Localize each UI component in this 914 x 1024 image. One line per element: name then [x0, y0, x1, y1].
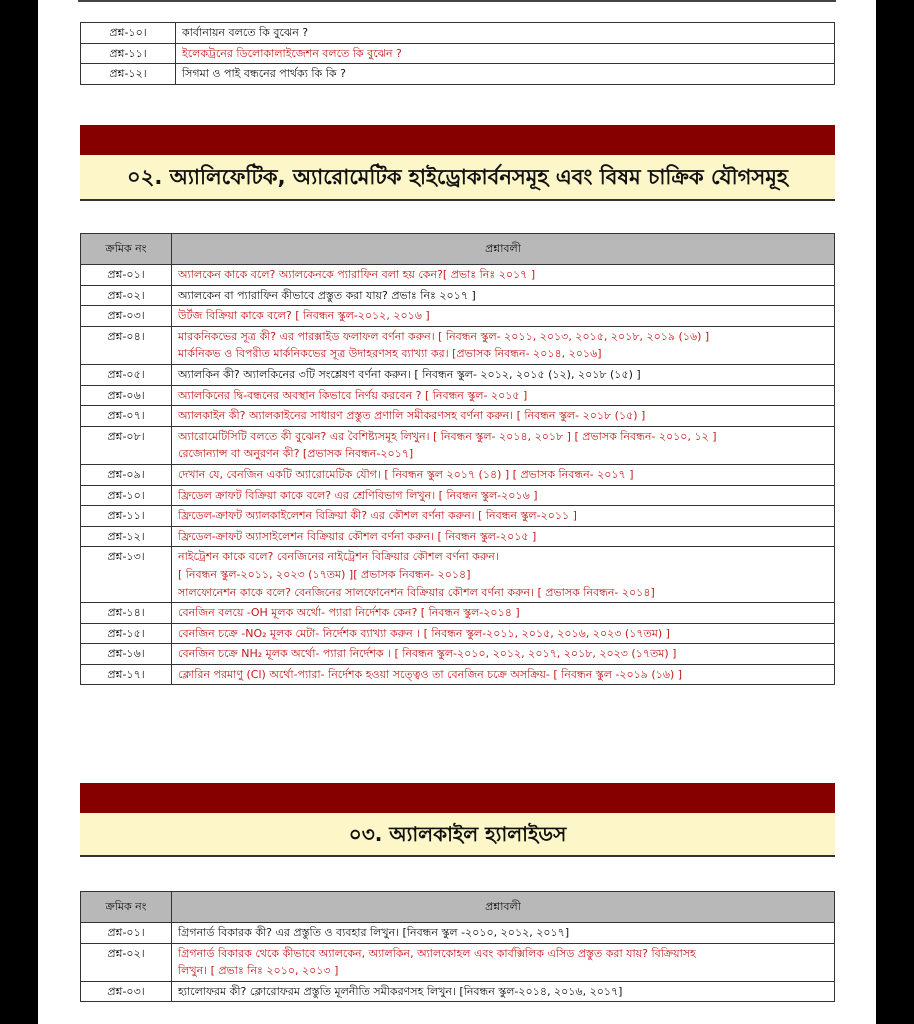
table-row	[81, 406, 835, 427]
table-row	[81, 385, 835, 406]
question-number: প্রশ্ন-০৬।	[81, 385, 172, 406]
table-row	[81, 43, 835, 64]
question-number: প্রশ্ন-১০।	[81, 485, 172, 506]
question-line: হ্যালোফরম কী? ক্লোরোফরম প্রস্তুতি মূলনীতি সমীকরণসহ লিখুন। [নিবন্ধন স্কুল-২০১৪, ২০১৬, ২০১৭]	[178, 984, 623, 998]
section-title: ০৩. অ্যালকাইল হ্যালাইডস	[80, 813, 835, 857]
table-row	[81, 23, 835, 44]
question-line: অ্যালকিন কী? অ্যালকিনের ৩টি সংশ্লেষণ বর্ণনা করুন। [ নিবন্ধন স্কুল- ২০১২, ২০১৫ (১২), ২০১৮ (১৫) ]	[178, 367, 641, 381]
question-line: বেনজিন চক্রে NH₂ মূলক অর্থো- প্যারা নির্দেশক । [ নিবন্ধন স্কুল-২০১০, ২০১২, ২০১৭, ২০১৮, ২০২৩ (১৭তম) ]	[178, 647, 677, 661]
question-line: অ্যালকেন কাকে বলে? অ্যালকেনকে প্যারাফিন বলা হয় কেন?[ প্রভাঃ নিঃ ২০১৭ ]	[178, 268, 536, 281]
question-text	[172, 326, 835, 364]
question-number: প্রশ্ন-১০।	[81, 23, 176, 44]
question-number: প্রশ্ন-০৯।	[81, 464, 172, 485]
question-number: প্রশ্ন-০৮।	[81, 426, 172, 464]
banner-bar	[80, 783, 835, 813]
question-text	[172, 526, 835, 547]
table-row	[81, 623, 835, 644]
question-text	[172, 603, 835, 624]
question-number: প্রশ্ন-১১।	[81, 43, 176, 64]
document-page	[38, 0, 876, 1024]
question-number: প্রশ্ন-১২।	[81, 526, 172, 547]
table-row	[81, 923, 835, 944]
question-text	[172, 623, 835, 644]
table-row	[81, 644, 835, 665]
question-text	[172, 664, 835, 685]
column-header-serial: ক্রমিক নং	[81, 892, 172, 923]
question-number: প্রশ্ন-০৫।	[81, 364, 172, 385]
questions-table-section-1	[80, 22, 835, 85]
column-header-questions: প্রশ্নাবলী	[172, 892, 835, 923]
question-line: মার্কনিকভ ও বিপরীত মার্কনিকভের সূত্র উদাহরণসহ ব্যাখ্যা কর। [প্রভাসক নিবন্ধন- ২০১৪, ২০১৬]	[178, 347, 602, 361]
question-line: অ্যারোমেটিসিটি বলতে কী বুঝেন? এর বৈশিষ্ট্যসমূহ লিখুন। [ নিবন্ধন স্কুল- ২০১৪, ২০১৮ ] [ প্রভাসক নিবন্ধন- ২০১০, ১২ ]	[178, 429, 717, 443]
table-row	[81, 326, 835, 364]
question-line: অ্যালকেন বা প্যারাফিন কীভাবে প্রস্তুত করা যায়? প্রভাঃ নিঃ ২০১৭ ]	[178, 288, 476, 302]
question-line: গ্রিগনার্ড বিকারক থেকে কীভাবে অ্যালকেন, অ্যালকিন, অ্যালকোহল এবং কার্বক্সিলিক এসিড প্রস্তুত করা যায়? বিক্রিয়াসহ	[178, 946, 696, 960]
table-row	[81, 265, 835, 286]
question-text	[176, 43, 835, 64]
question-number: প্রশ্ন-০৩।	[81, 306, 172, 327]
question-line: উর্টজ বিক্রিয়া কাকে বলে? [ নিবন্ধন স্কুল-২০১২, ২০১৬ ]	[178, 309, 430, 323]
question-text	[172, 265, 835, 286]
table-row	[81, 364, 835, 385]
question-line: দেখান যে, বেনজিন একটি অ্যারোমেটিক যৌগ। [ নিবন্ধন স্কুল ২০১৭ (১৪) ] [ প্রভাসক নিবন্ধন- ২০১৭ ]	[178, 467, 634, 481]
question-line: সিগমা ও পাই বন্ধনের পার্থক্য কি কি ?	[182, 67, 346, 81]
question-line: মারকনিকভের সূত্র কী? এর পারক্সাইড ফলাফল বর্ণনা করুন। [ নিবন্ধন স্কুল- ২০১১, ২০১৩, ২০১৫, ২০১৮, ২০১৯ (১৬) ]	[178, 329, 710, 343]
top-rule	[78, 0, 836, 2]
table-row	[81, 943, 835, 981]
question-line: অ্যালকিনের দ্বি-বন্ধনের অবস্থান কিভাবে নির্ণয় করবেন ? [ নিবন্ধন স্কুল- ২০১৫ ]	[178, 388, 528, 402]
banner-bar	[80, 125, 835, 155]
question-line: ইলেকট্রনের ডিলোকালাইজেশন বলতে কি বুঝেন ?	[182, 46, 402, 60]
question-text	[176, 64, 835, 85]
question-number: প্রশ্ন-১২।	[81, 64, 176, 85]
table-row	[81, 603, 835, 624]
question-text	[172, 547, 835, 603]
question-text	[172, 285, 835, 306]
table-row	[81, 306, 835, 327]
question-text	[172, 306, 835, 327]
question-text	[172, 923, 835, 944]
question-text	[172, 406, 835, 427]
question-line: অ্যালকাইন কী? অ্যালকাইনের সাধারণ প্রস্তুত প্রণালি সমীকরণসহ বর্ণনা করুন। [ নিবন্ধন স্কুল- ২০১৮ (১৫) ]	[178, 409, 646, 423]
question-line: রেজোন্যান্স বা অনুরণন কী? [প্রভাসক নিবন্ধন-২০১৭]	[178, 447, 414, 461]
question-text	[172, 464, 835, 485]
table-row	[81, 664, 835, 685]
question-line: ফ্রিডেল-ক্রাফট অ্যালকাইলেশন বিক্রিয়া কী? এর কৌশল বর্ণনা করুন। [ নিবন্ধন স্কুল-২০১১ ]	[178, 509, 577, 523]
question-number: প্রশ্ন-০৩।	[81, 981, 172, 1002]
question-number: প্রশ্ন-১৬।	[81, 644, 172, 665]
question-line: কার্বানায়ন বলতে কি বুঝেন ?	[182, 26, 309, 39]
question-text	[172, 385, 835, 406]
question-number: প্রশ্ন-১৪।	[81, 603, 172, 624]
questions-table-section-3	[80, 891, 835, 1002]
table-row	[81, 526, 835, 547]
table-row	[81, 506, 835, 527]
question-text	[172, 364, 835, 385]
question-text	[172, 981, 835, 1002]
table-row	[81, 464, 835, 485]
question-text	[172, 644, 835, 665]
question-line: সালফোনেশন কাকে বলে? বেনজিনের সালফোনেশন বিক্রিয়ার কৌশল বর্ণনা করুন। [ প্রভাসক নিবন্ধন- ২০১৪]	[178, 585, 655, 599]
question-number: প্রশ্ন-০২।	[81, 285, 172, 306]
question-text	[172, 485, 835, 506]
question-number: প্রশ্ন-১৫।	[81, 623, 172, 644]
question-text	[172, 943, 835, 981]
question-line: ক্লোরিন পরমাণু (Cl) অর্থো-প্যারা- নির্দেশক হওয়া সত্ত্বেও তা বেনজিন চক্রে অসক্রিয়- [ নিবন্ধন স্কুল -২০১৯ (১৬) ]	[178, 667, 683, 681]
table-row	[81, 285, 835, 306]
question-number: প্রশ্ন-০৭।	[81, 406, 172, 427]
table-row	[81, 426, 835, 464]
question-number: প্রশ্ন-০১।	[81, 923, 172, 944]
section-title: ০২. অ্যালিফেটিক, অ্যারোমেটিক হাইড্রোকার্বনসমূহ এবং বিষম চাক্রিক যৌগসমূহ	[80, 155, 835, 201]
question-line: ফ্রিডেল-ক্রাফট অ্যাসাইলেশন বিক্রিয়ার কৌশল বর্ণনা করুন। [ নিবন্ধন স্কুল-২০১৫ ]	[178, 529, 537, 543]
question-number: প্রশ্ন-০২।	[81, 943, 172, 981]
question-number: প্রশ্ন-০১।	[81, 265, 172, 286]
section-banner-2	[80, 125, 835, 201]
table-row	[81, 485, 835, 506]
column-header-serial: ক্রমিক নং	[81, 234, 172, 265]
question-text	[176, 23, 835, 44]
question-number: প্রশ্ন-১১।	[81, 506, 172, 527]
question-line: [ নিবন্ধন স্কুল-২০১১, ২০২৩ (১৭তম) ][ প্রভাসক নিবন্ধন- ২০১৪]	[178, 567, 471, 581]
column-header-questions: প্রশ্নাবলী	[172, 234, 835, 265]
table-row	[81, 64, 835, 85]
question-line: ফ্রিডেল ক্রাফট বিক্রিয়া কাকে বলে? এর শ্রেণিবিভাগ লিখুন। [ নিবন্ধন স্কুল-২০১৬ ]	[178, 488, 538, 502]
question-number: প্রশ্ন-১৭।	[81, 664, 172, 685]
section-banner-3	[80, 783, 835, 857]
question-line: বেনজিন চক্রে -NO₂ মূলক মেটা- নির্দেশক ব্যাখ্যা করুন । [ নিবন্ধন স্কুল-২০১১, ২০১৫, ২০১৬, ২০২৩ (১৭তম) ]	[178, 626, 670, 640]
question-number: প্রশ্ন-০৪।	[81, 326, 172, 364]
questions-table-section-2	[80, 233, 835, 685]
question-text	[172, 506, 835, 527]
table-row	[81, 981, 835, 1002]
question-line: লিখুন। [ প্রভাঃ নিঃ ২০১০, ২০১৩ ]	[178, 964, 339, 978]
question-line: বেনজিন বলয়ে -OH মূলক অর্থো- প্যারা নির্দেশক কেন? [ নিবন্ধন স্কুল-২০১৪ ]	[178, 606, 520, 620]
question-text	[172, 426, 835, 464]
question-line: গ্রিগনার্ড বিকারক কী? এর প্রস্তুতি ও ব্যবহার লিখুন। [নিবন্ধন স্কুল -২০১০, ২০১২, ২০১৭]	[178, 926, 570, 939]
question-number: প্রশ্ন-১৩।	[81, 547, 172, 603]
question-line: নাইট্রেশন কাকে বলে? বেনজিনের নাইট্রেশন বিক্রিয়ার কৌশল বর্ণনা করুন।	[178, 550, 499, 564]
table-row	[81, 547, 835, 603]
